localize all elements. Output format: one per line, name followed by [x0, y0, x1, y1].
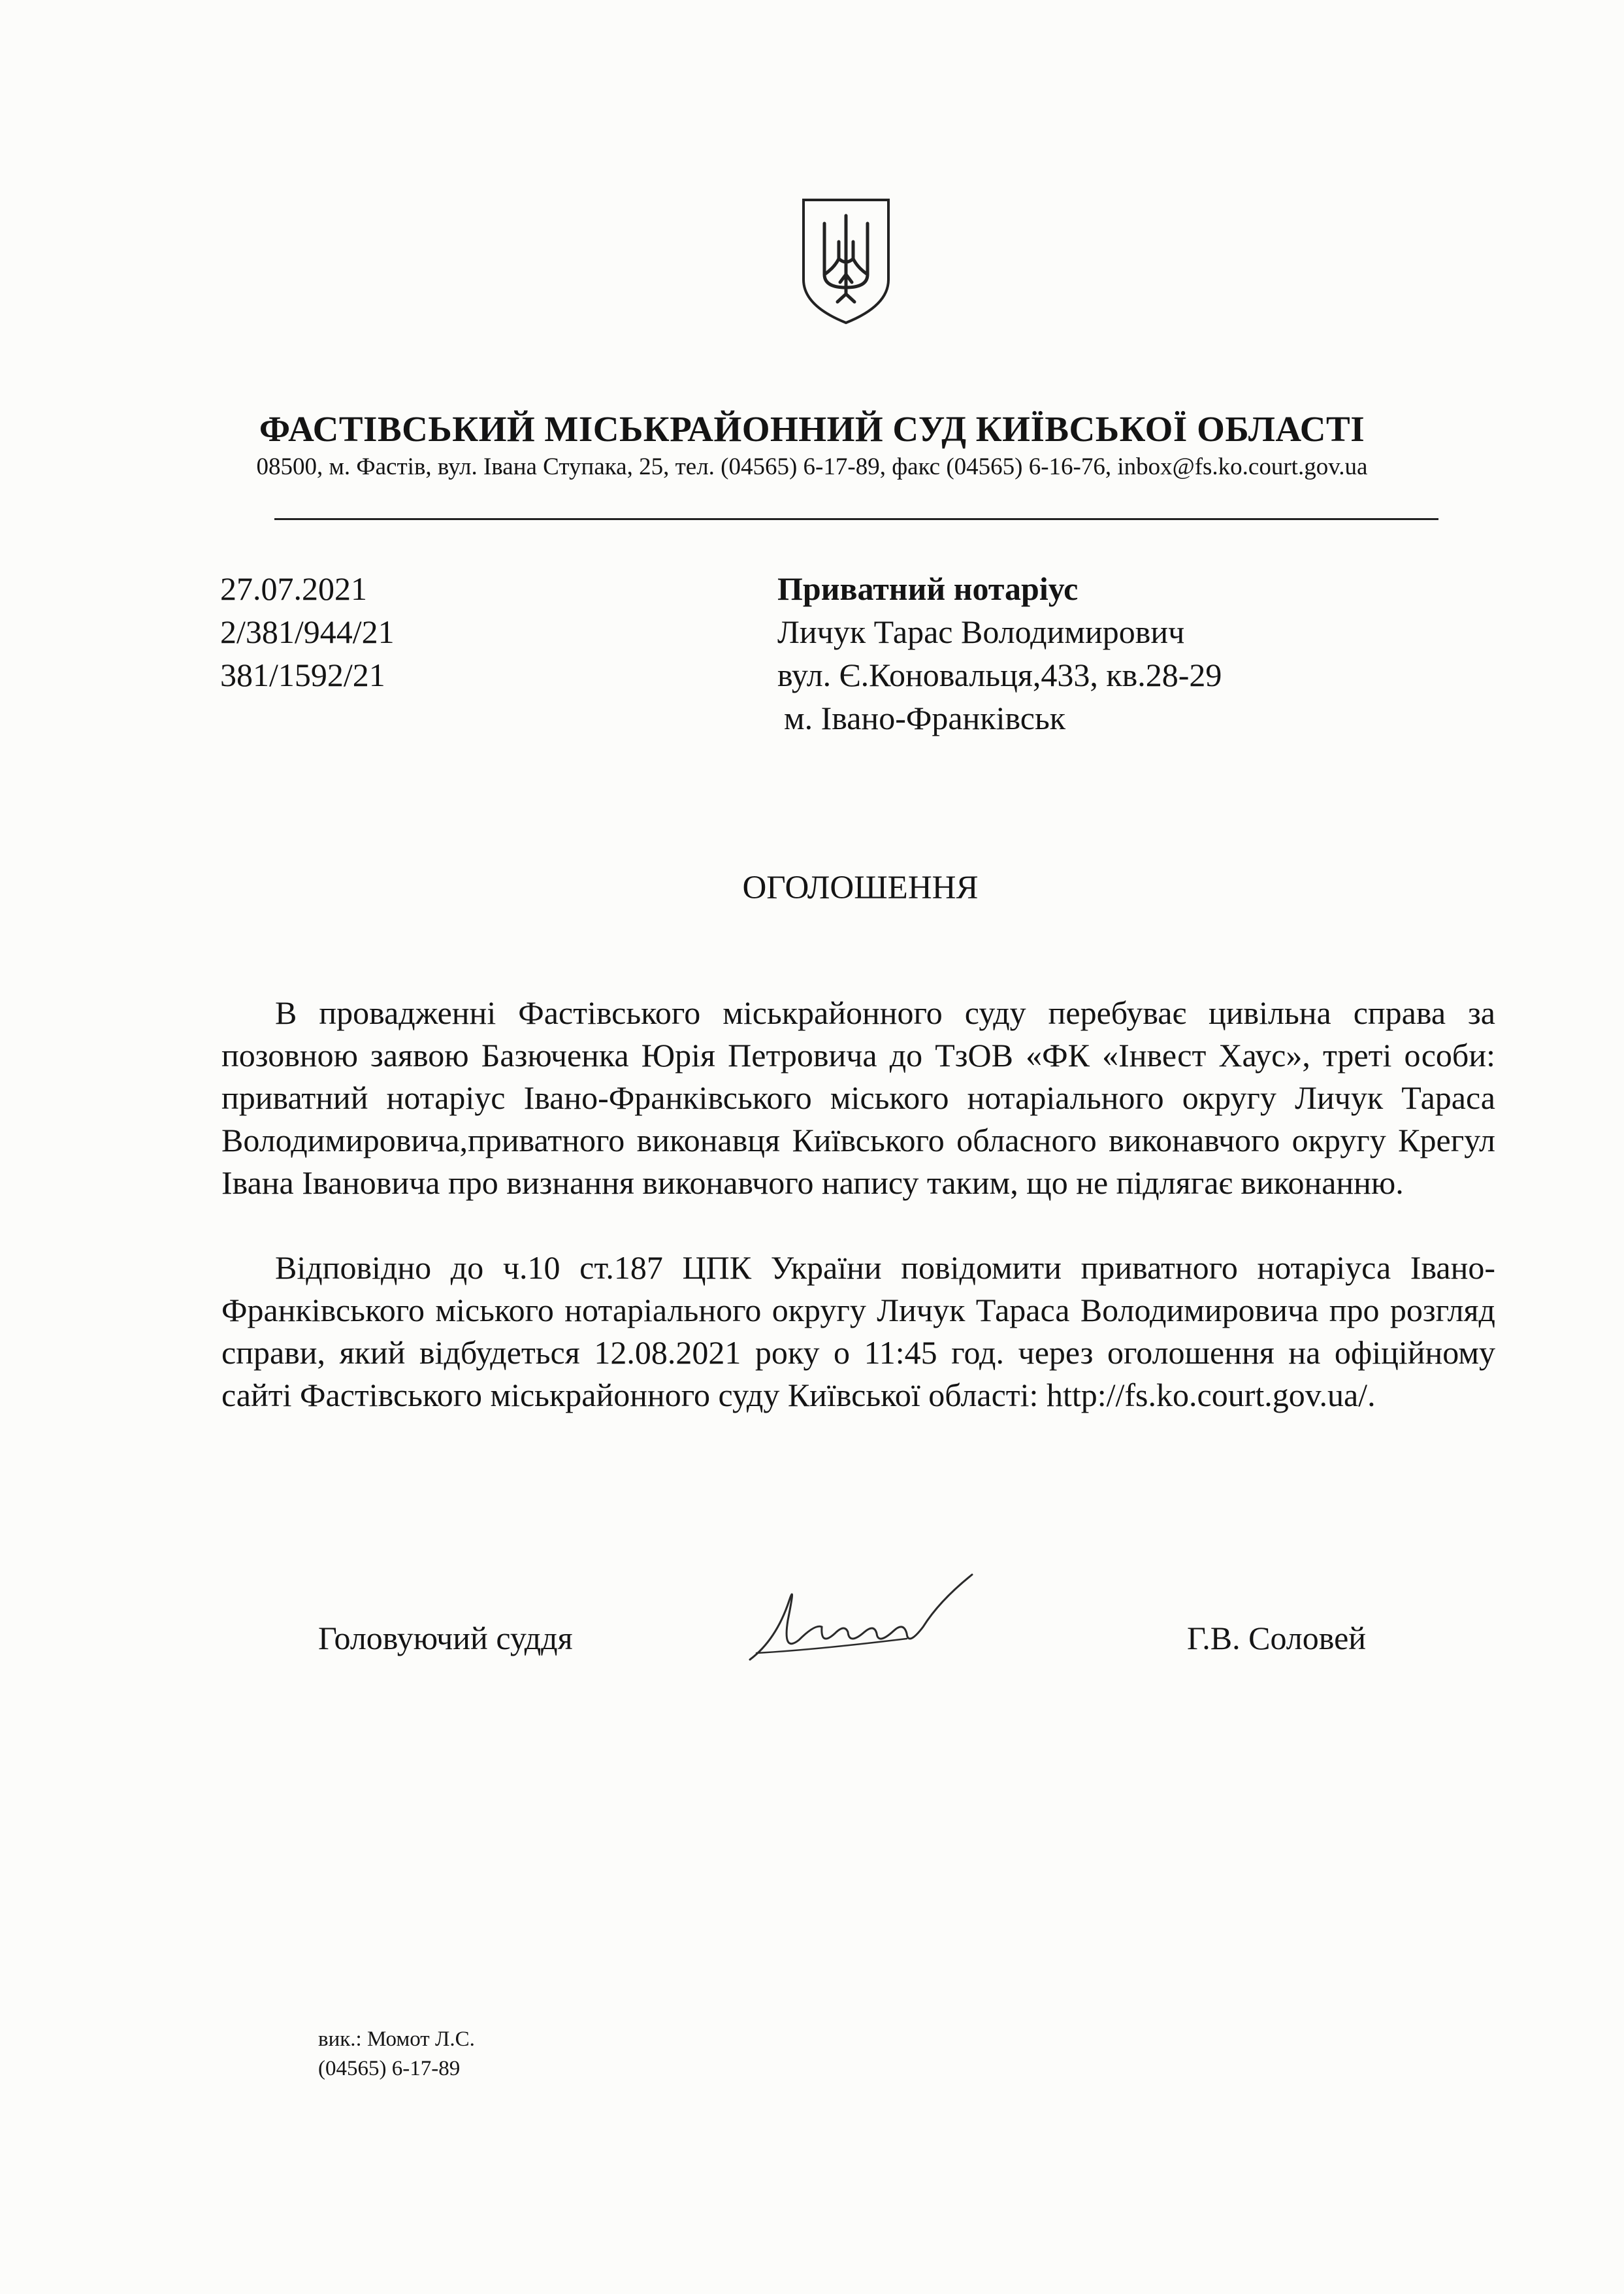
proceeding-number: 381/1592/21 [220, 657, 385, 693]
recipient-address-block [777, 567, 1222, 740]
signer-name: Г.В. Соловей [1187, 1620, 1367, 1656]
recipient-street: вул. Є.Коновальця,433, кв.28-29 [777, 657, 1222, 693]
recipient-title: Приватний нотаріус [777, 570, 1079, 607]
document-date: 27.07.2021 [220, 570, 367, 607]
notice-title: ОГОЛОШЕННЯ [742, 870, 979, 906]
recipient-name: Личук Тарас Володимирович [777, 614, 1185, 650]
trident-emblem-icon [798, 196, 894, 327]
signer-role: Головуючий суддя [318, 1620, 573, 1656]
executor-phone: (04565) 6-17-89 [318, 2057, 461, 2080]
notice-paragraph: В провадженні Фастівського міськрайонного суду перебуває цивільна справа за позовною заявою Базюченка Юрія Петровича до ТзОВ «ФК «Інвест Хаус», треті особи: приватний нотаріус Івано-Франківського міського нотаріального округу Личук Тараса Володимировича,приватного виконавця Київського обласного виконавчого округу Крегул Івана Івановича про визнання виконавчого напису таким, що не підлягає виконанню. [221, 994, 1495, 1201]
court-name: ФАСТІВСЬКИЙ МІСЬКРАЙОННИЙ СУД КИЇВСЬКОЇ ОБЛАСТІ [259, 409, 1365, 449]
court-contacts: 08500, м. Фастів, вул. Івана Ступака, 25, тел. (04565) 6-17-89, факс (04565) 6-16-76, inbox@fs.ko.court.gov.ua [256, 453, 1368, 480]
header-divider [274, 518, 1438, 520]
signature-image [737, 1562, 1011, 1673]
recipient-city: м. Івано-Франківськ [784, 700, 1066, 736]
case-number: 2/381/944/21 [220, 614, 395, 650]
document-references [220, 567, 395, 696]
executor-name: вик.: Момот Л.С. [318, 2027, 475, 2051]
notice-paragraph: Відповідно до ч.10 ст.187 ЦПК України повідомити приватного нотаріуса Івано-Франківського міського нотаріального округу Личук Тараса Володимировича про розгляд справи, який відбудеться 12.08.2021 року о 11:45 год. через оголошення на офіційному сайті Фастівського міськрайонного суду Київської області: http://fs.ko.court.gov.ua/. [221, 1249, 1495, 1413]
